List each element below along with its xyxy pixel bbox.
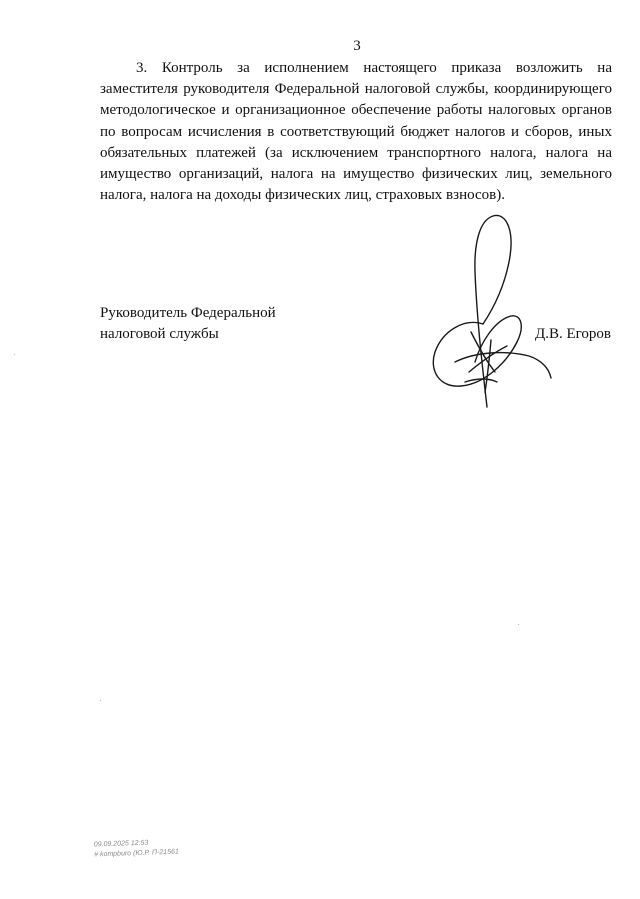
paragraph-line: налога, налога на доходы физических лиц, страховых взносов). [100,187,505,204]
paragraph-line: по вопросам исчисления в соответствующий бюджет налогов и сборов, иных [100,123,612,140]
paragraph-line: обязательных платежей (за исключением транспортного налога, налога на [100,144,612,161]
stamp-reference: # kompburo (Ю.Р. П-21561 [94,848,179,859]
signer-position-line: налоговой службы [100,326,219,342]
signer-position [100,303,276,345]
scan-speck [518,624,519,625]
signer-position-line: Руководитель Федеральной [100,305,276,321]
paragraph-line: методологическое и организационное обеспечение работы налоговых органов [100,102,612,119]
paragraph-line: 3. Контроль за исполнением настоящего приказа возложить на [136,60,612,76]
stamp-date: 09.09.2025 12:53 [93,839,149,849]
registration-stamp [94,838,179,861]
page-number: 3 [353,38,361,54]
signer-name: Д.В. Егоров [535,326,612,342]
paragraph-line: заместителя руководителя Федеральной налоговой службы, координирующего [100,81,612,98]
paragraph-line: имущество организаций, налога на имущество физических лиц, земельного [100,165,612,182]
scan-speck [14,354,15,355]
paragraph-control-clause [100,58,612,206]
scan-speck [100,700,101,701]
handwritten-signature [425,212,555,417]
